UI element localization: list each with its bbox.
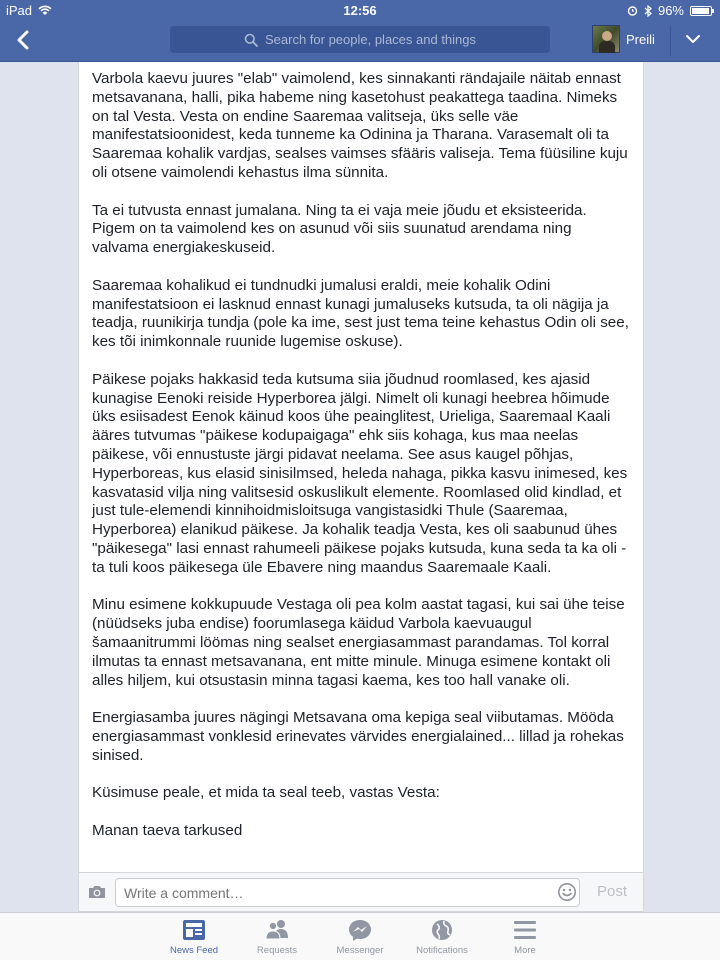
status-bar [0, 0, 720, 20]
chevron-down-icon[interactable] [684, 30, 702, 48]
top-navbar [0, 20, 720, 62]
tab-label: News Feed [169, 945, 219, 956]
paragraph: Saaremaa kohalikud ei tundnudki jumalusi eraldi, meie kohalik Odini manifestatsioon ei lasknud ennast kunagi jumaluseks kutsuda, ta oli nägija ja teadja, ruunikirja tundja (pole ka ime, sest just tema teine kehastus Odin oli see, kes tõi inimkonnale ruunide lugemise oskuse). [92, 276, 629, 351]
bluetooth-icon [644, 5, 652, 17]
news-feed-icon [181, 918, 207, 942]
tab-bar [0, 912, 720, 960]
battery-fill [692, 8, 709, 14]
tab-label: Requests [256, 945, 298, 956]
tab-label: Notifications [416, 945, 468, 956]
tab-news-feed[interactable] [159, 918, 229, 956]
globe-icon [429, 918, 455, 942]
paragraph: Päikese pojaks hakkasid teda kutsuma siia jõudnud roomlased, kes ajasid kunagise Eenoki reiside Hyperborea jälgi. Nimelt oli kunagi heebrea hõimude üks esiisadest Eenok käinud koos ühe peainglitest, Urieliga, Saaremaal Kaali ääres tutvumas "päikese kodupaigaga" ehk siis kohaga, kus maa neelas päikese, või ennustuste järgi pidavat neelama. See asus kaugel põhjas, Hyperboreas, kus elasid sinisilmsed, heleda nahaga, pikka kasvu inimesed, kes kasvatasid vilja ning valitsesid oskuslikult elemente. Roomlased olid kindlad, et just tule-elemendi kinnihoidmisloitsuga vangistasidki Thule (Saaremaa, Hyperborea) elanikud päikese. Ja kohalik teadja Vesta, kes oli saabunud ühes "päikesega" lasi ennast rahumeeli päikese pojaks kutsuda, kuna seda ta ka oli - ta tuli koos päikesega üle Ebavere ning maandus Saaremaale Kaali. [92, 370, 628, 576]
messenger-icon [347, 918, 373, 942]
paragraph: Minu esimene kokkupuude Vestaga oli pea kolm aastat tagasi, kui sai ühe teise (nüüdseks juba endise) foorumlasega käidud Varbola kaevuaugul šamaanitrummi löömas ning sealset energiasammast parandamas. Tol korral ilmutas ta ennast metsavanana, ent mitte minule. Minuga esimene kontakt oli alles hiljem, kui otsustasin minna tagasi kaema, kes too hall vanake oli. [92, 596, 625, 689]
post-text [79, 62, 643, 841]
profile-name[interactable]: Preili [626, 32, 655, 47]
tab-label: Messenger [336, 945, 384, 956]
post-content [78, 62, 644, 872]
tab-requests[interactable] [242, 918, 312, 956]
tab-messenger[interactable] [325, 918, 395, 956]
device-name: iPad [6, 3, 33, 18]
comment-bar [78, 872, 644, 912]
back-arrow-icon[interactable] [10, 26, 38, 54]
search-bar[interactable] [170, 26, 550, 53]
battery-percent: 96% [657, 3, 684, 18]
paragraph: Varbola kaevu juures "elab" vaimolend, kes sinnakanti rändajaile näitab ennast metsavanana, halli, pika habeme ning kasetohust peakattega taadina. Nimeks on tal Vesta. Vesta on endine Saaremaa valitseja, üks selle väe manifestatsioonidest, keda tunneme ka Odinina ja Tharana. Varasemalt oli ta Saaremaa kohalik vardjas, sealses vaimses sfääris valiseja. Tema füüsiline kuju oli otsene vaimolendi kehastus ilma sünnita. [92, 70, 628, 181]
tab-notifications[interactable] [407, 918, 477, 956]
status-right [627, 3, 712, 18]
smiley-icon[interactable] [557, 882, 577, 902]
paragraph: Energiasamba juures nägingi Metsavana oma kepiga seal viibutamas. Mööda energiasammast vonklesid erinevates värvides energialained... lillad ja rohekas sinised. [92, 709, 624, 764]
camera-icon[interactable] [87, 884, 107, 900]
search-placeholder: Search for people, places and things [264, 32, 477, 47]
post-button[interactable]: Post [597, 883, 628, 900]
tab-label: More [514, 945, 536, 956]
alarm-icon [627, 5, 638, 16]
paragraph: Manan taeva tarkused [92, 821, 243, 839]
comment-input[interactable] [115, 878, 580, 907]
tab-more[interactable] [490, 918, 560, 956]
paragraph: Küsimuse peale, et mida ta seal teeb, vastas Vesta: [92, 784, 440, 802]
menu-icon [512, 918, 538, 942]
search-icon [244, 33, 258, 47]
paragraph: Ta ei tutvusta ennast jumalana. Ning ta ei vaja meie jõudu et eksisteerida. Pigem on ta vaimolend kes on asunud või siis suunatud arendama ning valvama energiakeskuseid. [92, 201, 587, 257]
clock: 12:56 [343, 3, 377, 18]
friends-icon [264, 918, 290, 942]
avatar[interactable] [592, 25, 620, 53]
nav-divider [670, 26, 671, 56]
battery-icon [690, 6, 712, 16]
